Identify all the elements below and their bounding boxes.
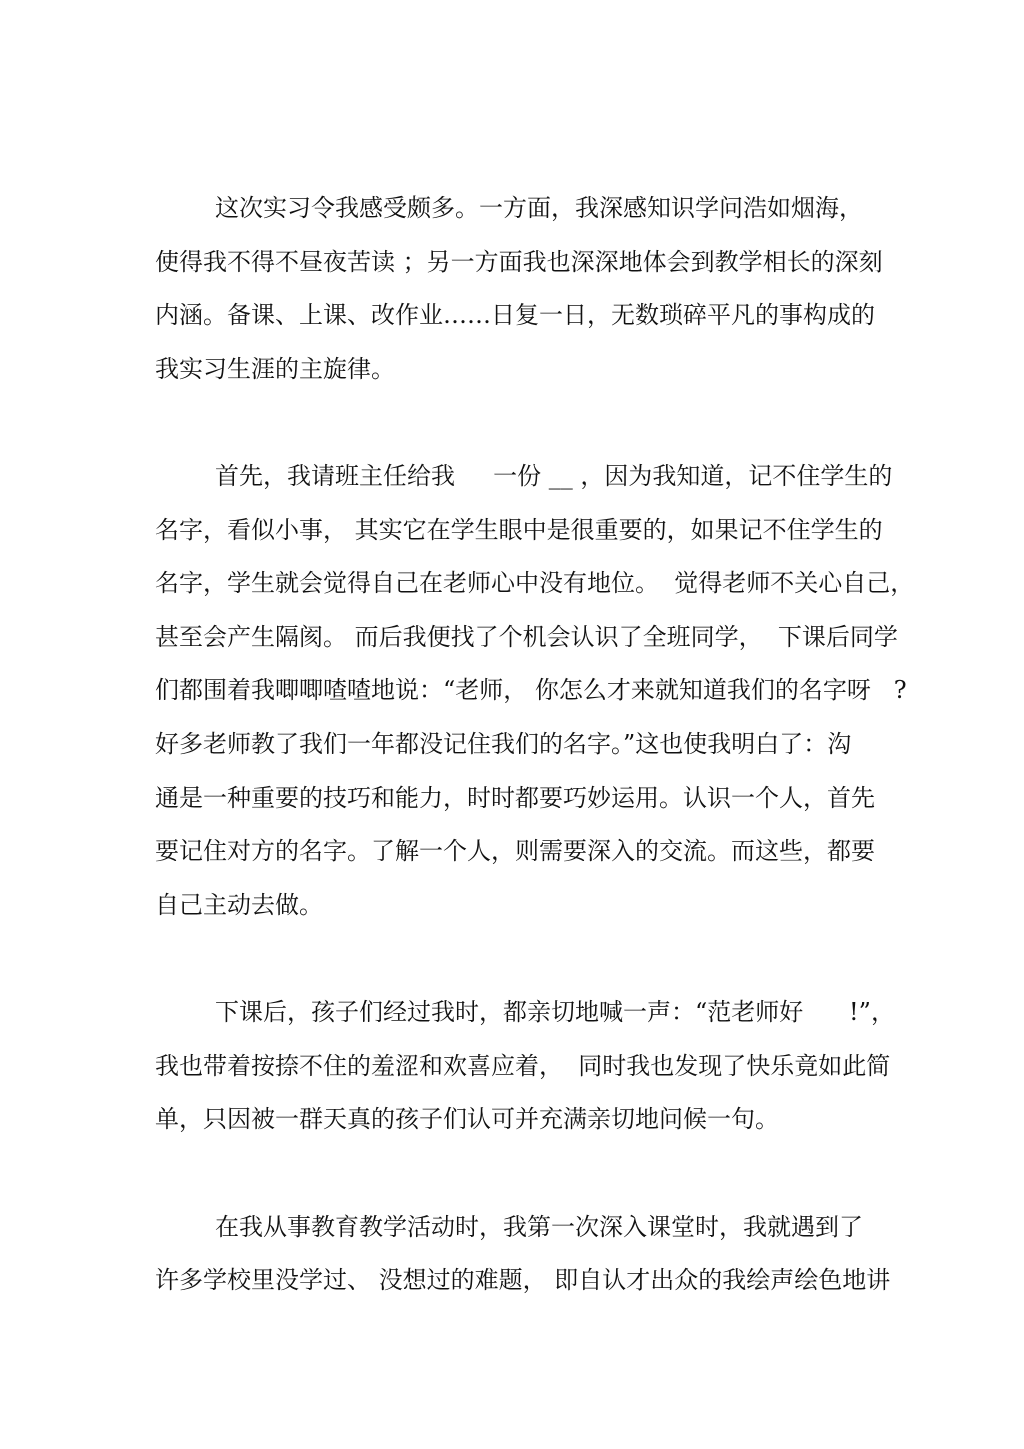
paragraph-line: 单，只因被一群天真的孩子们认可并充满亲切地问候一句。 [155,1105,779,1133]
paragraph-line: 下课后，孩子们经过我时，都亲切地喊一声：“范老师好 !”， [215,998,895,1026]
paragraph-line: 名字，学生就会觉得自己在老师心中没有地位。 觉得老师不关心自己， [155,569,915,597]
paragraph-line: 在我从事教育教学活动时，我第一次深入课堂时，我就遇到了 [215,1213,863,1241]
paragraph-line: 我也带着按捺不住的羞涩和欢喜应着， 同时我也发现了快乐竟如此简 [155,1052,891,1080]
paragraph-line: 这次实习令我感受颇多。一方面，我深感知识学问浩如烟海， [215,194,863,222]
paragraph-line: 甚至会产生隔阂。 而后我便找了个机会认识了全班同学， 下课后同学 [155,623,898,651]
paragraph-line: 要记住对方的名字。了解一个人，则需要深入的交流。而这些，都要 [155,837,875,865]
paragraph-line: 使得我不得不昼夜苦读 ；另一方面我也深深地体会到教学相长的深刻 [155,248,883,276]
paragraph-line: 名字，看似小事， 其实它在学生眼中是很重要的，如果记不住学生的 [155,516,883,544]
paragraph-line: 我实习生涯的主旋律。 [155,355,395,383]
paragraph-line: 好多老师教了我们一年都没记住我们的名字。”这也使我明白了：沟 [155,730,852,758]
paragraph-line: 许多学校里没学过、 没想过的难题， 即自认才出众的我绘声绘色地讲 [155,1266,891,1294]
paragraph-line: 通是一种重要的技巧和能力，时时都要巧妙运用。认识一个人，首先 [155,784,875,812]
paragraph-line: 们都围着我唧唧喳喳地说：“老师， 你怎么才来就知道我们的名字呀 ? [155,676,907,704]
paragraph-line: 首先，我请班主任给我 一份 __ ，因为我知道，记不住学生的 [215,462,893,490]
paragraph-line: 内涵。备课、上课、改作业……日复一日，无数琐碎平凡的事构成的 [155,301,875,329]
paragraph-line: 自己主动去做。 [155,891,323,919]
